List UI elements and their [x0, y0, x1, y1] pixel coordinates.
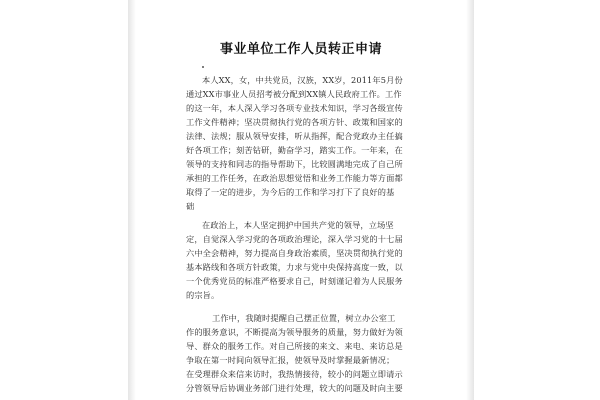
scan-speck: [202, 66, 204, 68]
body-line: 作的服务意识，不断提高为领导服务的质量，努力做好为领: [186, 327, 403, 337]
body-line: 工作中，我随时提醒自己摆正位置，树立办公室工: [212, 313, 396, 323]
body-line: 分管领导后协调业务部门进行处理，较大的问题及时向主要: [186, 383, 403, 393]
body-line: 领导的支持和同志的指导帮助下，比较圆满地完成了自己所: [186, 159, 403, 169]
page-shadow-left: [128, 0, 136, 400]
body-line: 本人XX，女，中共党员，汉族，XX岁，2011年5月份: [202, 75, 403, 85]
body-line: 好各项工作；刻苦钻研，勤奋学习，踏实工作。一年来，在: [186, 145, 403, 155]
body-line: 争取在第一时间向领导汇报，使领导及时掌握最新情况；: [186, 355, 395, 365]
body-line: 取得了一定的进步，为今后的工作和学习打下了良好的基: [186, 187, 395, 197]
body-line: 法律、法规；服从领导安排，听从指挥，配合党政办主任搞: [186, 131, 403, 141]
document-title: 事业单位工作人员转正申请: [219, 42, 382, 57]
body-line: 通过XX市事业人员招考被分配到XX镇人民政府工作。工作: [186, 89, 402, 99]
body-line: 在政治上，本人坚定拥护中国共产党的领导，立场坚: [202, 220, 394, 230]
body-line: 的宗旨。: [186, 290, 220, 300]
body-line: 六中全会精神，努力提高自身政治素质，坚决贯彻执行党的: [186, 248, 403, 258]
body-line: 的这一年，本人深入学习各项专业技术知识，学习各级宣传: [186, 103, 403, 113]
body-line: 础: [186, 201, 195, 211]
body-line: 定，自觉深入学习党的各项政治理论，深入学习党的十七届: [186, 234, 403, 244]
body-line: 一个优秀党员的标准严格要求自己，时刻谨记着为人民服务: [186, 276, 403, 286]
body-line: 在受理群众来信来访时，我热情接待，较小的问题立即请示: [186, 369, 403, 379]
body-line: 承担的工作任务，在政治思想觉悟和业务工作能力等方面都: [186, 173, 403, 183]
page-shadow-right: [466, 0, 474, 400]
document-page: [136, 0, 466, 400]
body-line: 导、群众的服务工作。对自己所接的来文、来电、来访总是: [186, 341, 403, 351]
body-line: 工作文件精神；坚决贯彻执行党的各项方针、政策和国家的: [186, 117, 403, 127]
body-line: 基本路线和各项方针政策，力求与党中央保持高度一致，以: [186, 262, 403, 272]
